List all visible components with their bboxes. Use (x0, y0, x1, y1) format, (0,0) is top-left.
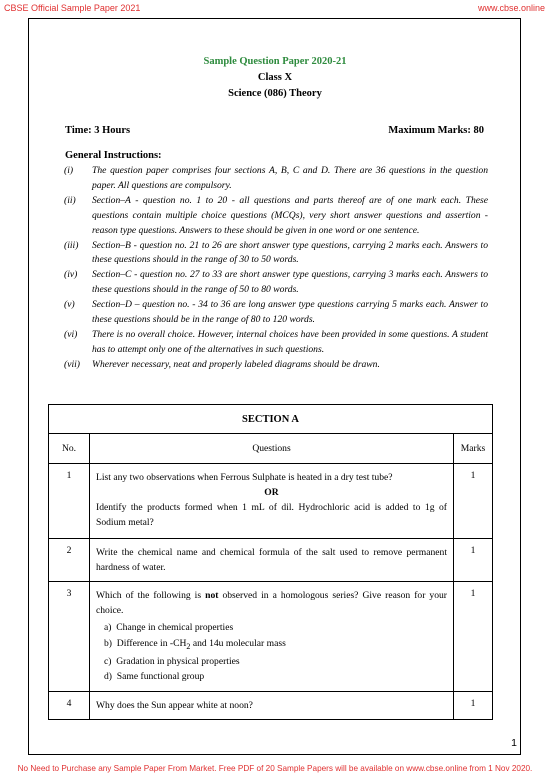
question-text: Why does the Sun appear white at noon? (96, 699, 253, 711)
table-row (49, 539, 493, 582)
option-item: c) Gradation in physical properties (104, 655, 240, 667)
col-header-questions: Questions (90, 434, 454, 464)
option-item: b) Difference in $-CH_2$ and 14u molecular mass (104, 637, 286, 651)
table-row (49, 464, 493, 539)
page-number: 1 (511, 737, 517, 749)
section-a-title: SECTION A (49, 405, 493, 434)
instruction-item: (iii) Section–B - question no. 21 to 26 are short answer type questions, carrying 2 marks each. Answers to these questions should in the range of 30 to 50 words. (64, 239, 488, 266)
instruction-item: (iv) Section–C - question no. 27 to 33 are short answer type questions, carrying 3 marks each. Answers to these questions should in the range of 50 to 80 words. (64, 269, 488, 296)
question-number: 4 (66, 697, 72, 709)
instruction-item: (ii) Section–A - question no. 1 to 20 - all questions and parts thereof are of one mark each. These questions contain multiple choice questions (MCQs), very short answer questions and assertion - reason type questions. Answers to these should be given in one word or one sentence. (64, 194, 488, 236)
question-text: Write the chemical name and chemical formula of the salt used to remove permanent hardness of water. (96, 547, 447, 573)
question-alternative-text: Identify the products formed when 1 mL of dil. Hydrochloric acid is added to 1g of Sodium metal? (96, 502, 447, 528)
general-instructions-list (64, 164, 488, 373)
section-a-table (48, 404, 493, 720)
question-text: List any two observations when Ferrous Sulphate is heated in a dry test tube? (96, 472, 393, 483)
instruction-item: (vi) There is no overall choice. However, internal choices have been provided in some questions. A student has to attempt only one of the alternatives in such questions. (64, 328, 488, 355)
header-right-link[interactable]: www.cbse.online (477, 3, 545, 13)
option-item: a) Change in chemical properties (104, 622, 234, 633)
table-header-row (49, 434, 493, 464)
col-header-no: No. (49, 434, 90, 464)
question-number: 1 (66, 470, 72, 481)
instruction-item: (v) Section–D – question no. - 34 to 36 are long answer type questions carrying 5 marks each. Answer to these questions should be in the range of 80 to 120 words. (64, 299, 488, 326)
instruction-item: (i) The question paper comprises four sections A, B, C and D. There are 36 questions in the question paper. All questions are compulsory. (64, 165, 488, 191)
class-label: Class X (257, 72, 293, 83)
instruction-item: (vii) Wherever necessary, neat and properly labeled diagrams should be drawn. (64, 358, 380, 370)
col-header-marks: Marks (454, 434, 493, 464)
question-number: 2 (66, 545, 72, 556)
or-divider: OR (264, 487, 279, 498)
subject-label: Science (086) Theory (228, 88, 322, 99)
paper-title: Sample Question Paper 2020-21 (203, 56, 347, 67)
footer-notice: No Need to Purchase any Sample Paper From Market. Free PDF of 20 Sample Papers will be available on www.cbse.online from 1 Nov 2020. (17, 764, 533, 773)
table-row (49, 582, 493, 692)
question-marks: 1 (470, 697, 476, 709)
option-item: d) Same functional group (104, 671, 205, 683)
header-left-text: CBSE Official Sample Paper 2021 (4, 3, 141, 13)
question-text: Which of the following is not observed in a homologous series? Give reason for your choice. (96, 590, 447, 616)
options-list (104, 620, 447, 685)
table-row (49, 691, 493, 719)
question-number: 3 (66, 588, 72, 599)
max-marks-label: Maximum Marks: 80 (388, 125, 484, 136)
general-instructions-heading: General Instructions: (65, 150, 162, 161)
question-marks: 1 (470, 588, 476, 599)
question-marks: 1 (470, 545, 476, 556)
question-marks: 1 (470, 470, 476, 481)
time-label: Time: 3 Hours (65, 125, 131, 136)
